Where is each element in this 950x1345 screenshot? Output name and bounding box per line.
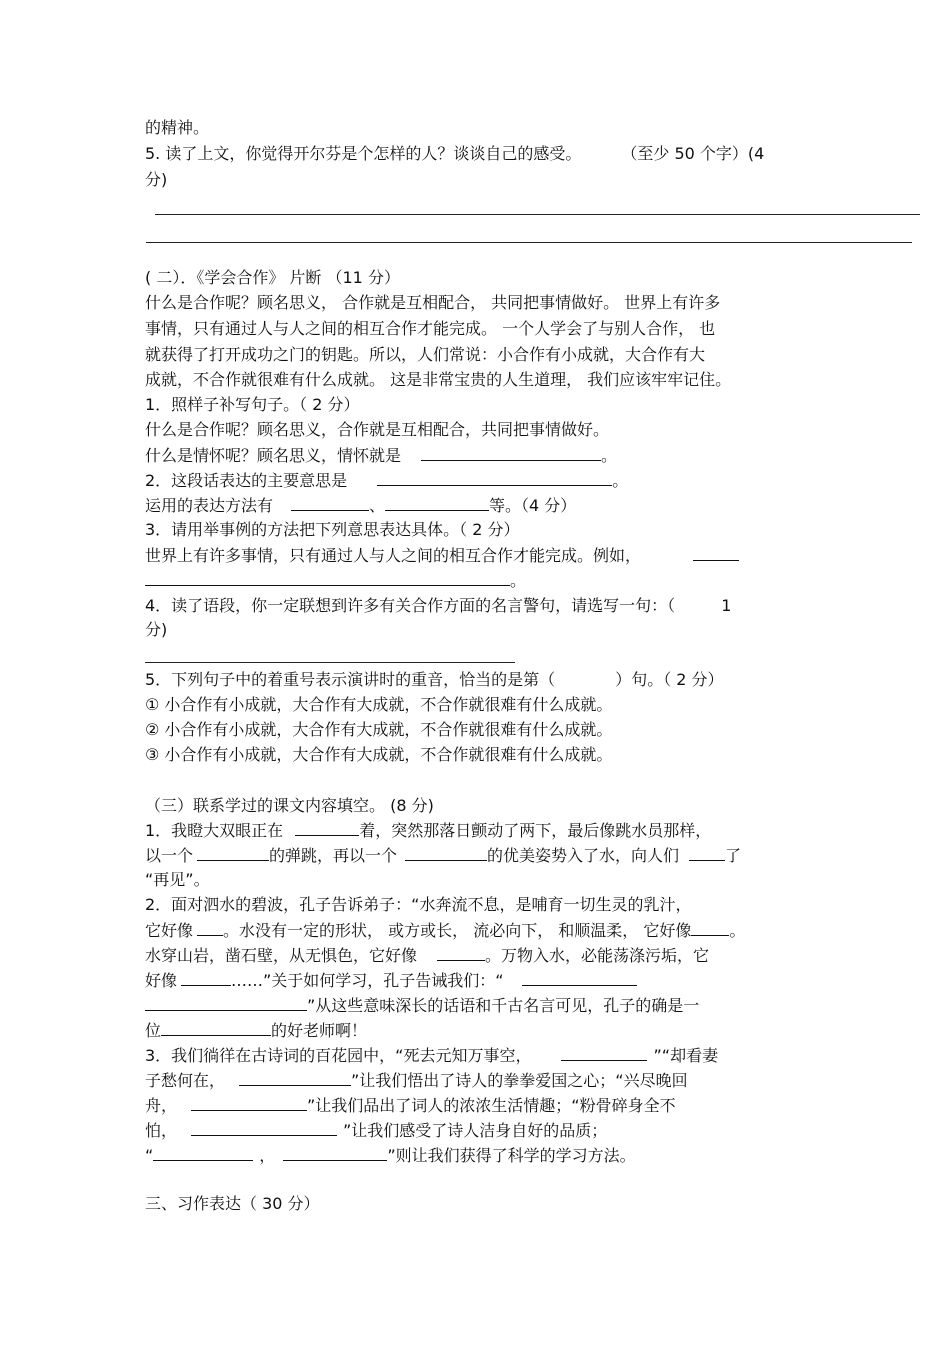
blank[interactable] [239, 1070, 351, 1086]
question-line [145, 1120, 607, 1141]
prompt-text: 位 [145, 1021, 162, 1040]
question-line [145, 1070, 688, 1091]
passage-line: 什么是合作呢？顾名思义， 合作就是互相配合， 共同把事情做好。 世界上有许多 [145, 293, 721, 312]
prompt-text: 怕， [145, 1121, 178, 1140]
quote-mark: “ [145, 1146, 154, 1165]
question-line [145, 995, 699, 1016]
option-line: ① 小合作有小成就，大合作有大成就，不合作就很难有什么成就。 [145, 695, 613, 714]
question-line [145, 820, 711, 841]
prompt-text: ……”关于如何学习，孔子告诫我们：“ [231, 971, 504, 990]
blank[interactable] [691, 920, 729, 936]
question-points: 1 [721, 596, 732, 615]
passage-line: 就获得了打开成功之门的钥匙。所以，人们常说：小合作有小成就，大合作有大 [145, 345, 706, 364]
separator: ， [259, 1146, 276, 1165]
blank[interactable] [283, 1145, 387, 1161]
prompt-text: 世界上有许多事情，只有通过人与人之间的相互合作才能完成。例如， [145, 546, 642, 565]
question-line [145, 545, 739, 566]
question-line [145, 845, 741, 866]
punctuation: 。 [510, 571, 527, 590]
option-line: ③ 小合作有小成就，大合作有大成就，不合作就很难有什么成就。 [145, 745, 613, 764]
question-points: ）句。（ 2 分） [615, 670, 724, 689]
blank[interactable] [561, 1045, 647, 1061]
text-line: “再见”。 [145, 870, 210, 889]
punctuation: 。 [601, 446, 618, 465]
prompt-text: ”让我们品出了词人的浓浓生活情趣；“粉骨碎身全不 [307, 1096, 676, 1115]
prompt-text: 它好像 [145, 921, 194, 940]
blank[interactable] [693, 545, 739, 561]
blank[interactable] [405, 845, 487, 861]
answer-line[interactable] [145, 662, 515, 663]
punctuation: 。 [612, 471, 629, 490]
blank[interactable] [522, 970, 637, 986]
prompt-text: 。水没有一定的形状， 或方或长， 流必向下， 和顺温柔， 它好像 [223, 921, 692, 940]
section-title: （三）联系学过的课文内容填空。 (8 分) [145, 796, 434, 815]
question-text: 4．读了语段，你一定联想到许多有关合作方面的名言警句，请选写一句：（ [145, 596, 676, 615]
question-line [145, 1045, 718, 1066]
question-text: 5．下列句子中的着重号表示演讲时的重音，恰当的是第（ [145, 670, 556, 689]
blank[interactable] [385, 495, 489, 511]
question-text: 运用的表达方法有 [145, 496, 274, 515]
question-line [145, 144, 764, 164]
blank[interactable] [197, 920, 223, 936]
question-line [145, 596, 731, 616]
prompt-text: 舟， [145, 1096, 178, 1115]
answer-line[interactable] [146, 242, 912, 243]
punctuation: 。 [729, 921, 746, 940]
section-title: ( 二）．《学会合作》 片断 （11 分） [145, 268, 400, 287]
blank[interactable] [377, 470, 612, 486]
blank[interactable] [689, 845, 725, 861]
blank[interactable] [145, 570, 510, 586]
answer-line-row [145, 570, 526, 591]
prompt-text: 的弹跳，再以一个 [269, 846, 398, 865]
blank[interactable] [437, 945, 485, 961]
blank[interactable] [145, 995, 307, 1011]
prompt-text: 子愁何在， [145, 1071, 226, 1090]
passage-line: 事情，只有通过人与人之间的相互合作才能完成。 一个人学会了与别人合作， 也 [145, 319, 716, 338]
text-line: 分) [145, 170, 168, 189]
question-line: 3．请用举事例的方法把下列意思表达具体。（ 2 分） [145, 520, 520, 539]
blank[interactable] [191, 1120, 337, 1136]
prompt-text: ”从这些意味深长的话语和千古名言可见，孔子的确是一 [307, 996, 700, 1015]
prompt-text: 3．我们徜徉在古诗词的百花园中，“死去元知万事空， [145, 1046, 532, 1065]
blank[interactable] [295, 820, 359, 836]
option-line: ② 小合作有小成就，大合作有大成就，不合作就很难有什么成就。 [145, 720, 613, 739]
question-line [145, 920, 745, 941]
question-line [145, 945, 709, 966]
prompt-text: 好像 [145, 971, 178, 990]
blank[interactable] [153, 1145, 253, 1161]
prompt-text: 水穿山岩，凿石壁，从无惧色，它好像 [145, 946, 418, 965]
blank[interactable] [191, 1095, 307, 1111]
question-line [145, 470, 628, 491]
question-line [145, 1020, 367, 1041]
prompt-text: 。万物入水，必能荡涤污垢，它 [485, 946, 710, 965]
prompt-text: ”“却看妻 [653, 1046, 719, 1065]
question-line: 1．照样子补写句子。（ 2 分） [145, 395, 360, 414]
question-line [145, 495, 576, 516]
question-line [145, 1095, 676, 1116]
answer-line[interactable] [155, 214, 920, 215]
prompt-text: 1．我瞪大双眼正在 [145, 821, 284, 840]
separator: 、 [369, 496, 386, 515]
text-line: 分) [145, 620, 168, 639]
question-line [145, 1145, 636, 1166]
blank[interactable] [197, 845, 269, 861]
prompt-text: ”让我们感受了诗人洁身自好的品质； [343, 1121, 608, 1140]
question-line [145, 445, 617, 466]
prompt-text: 了 [725, 846, 742, 865]
text-line: 的精神。 [145, 118, 210, 137]
question-text: 5. 读了上文，你觉得开尔芬是个怎样的人？谈谈自己的感受。 [145, 144, 582, 163]
blank[interactable] [181, 970, 231, 986]
question-text: 2．这段话表达的主要意思是 [145, 471, 348, 490]
question-points: 等。（4 分） [489, 496, 577, 515]
question-points: （至少 50 个字）(4 [621, 144, 765, 163]
example-line: 什么是合作呢？顾名思义，合作就是互相配合，共同把事情做好。 [145, 420, 610, 439]
prompt-text: ”让我们悟出了诗人的拳拳爱国之心；“兴尽晚回 [351, 1071, 688, 1090]
prompt-text: 的优美姿势入了水，向人们 [487, 846, 680, 865]
section-title: 三、习作表达（ 30 分） [145, 1194, 320, 1213]
prompt-text: 的好老师啊！ [271, 1021, 368, 1040]
passage-line: 成就，不合作就很难有什么成就。 这是非常宝贵的人生道理， 我们应该牢牢记住。 [145, 370, 732, 389]
prompt-text: ”则让我们获得了科学的学习方法。 [387, 1146, 636, 1165]
question-line: 2．面对泗水的碧波，孔子告诉弟子：“水奔流不息，是哺育一切生灵的乳汁， [145, 895, 692, 914]
blank[interactable] [291, 495, 369, 511]
question-line [145, 670, 724, 690]
prompt-text: 以一个 [145, 846, 194, 865]
prompt-text: 什么是情怀呢？顾名思义，情怀就是 [145, 446, 402, 465]
prompt-text: 着，突然那落日颤动了两下，最后像跳水员那样， [359, 821, 712, 840]
blank[interactable] [421, 445, 601, 461]
blank[interactable] [161, 1020, 271, 1036]
question-line [145, 970, 637, 991]
